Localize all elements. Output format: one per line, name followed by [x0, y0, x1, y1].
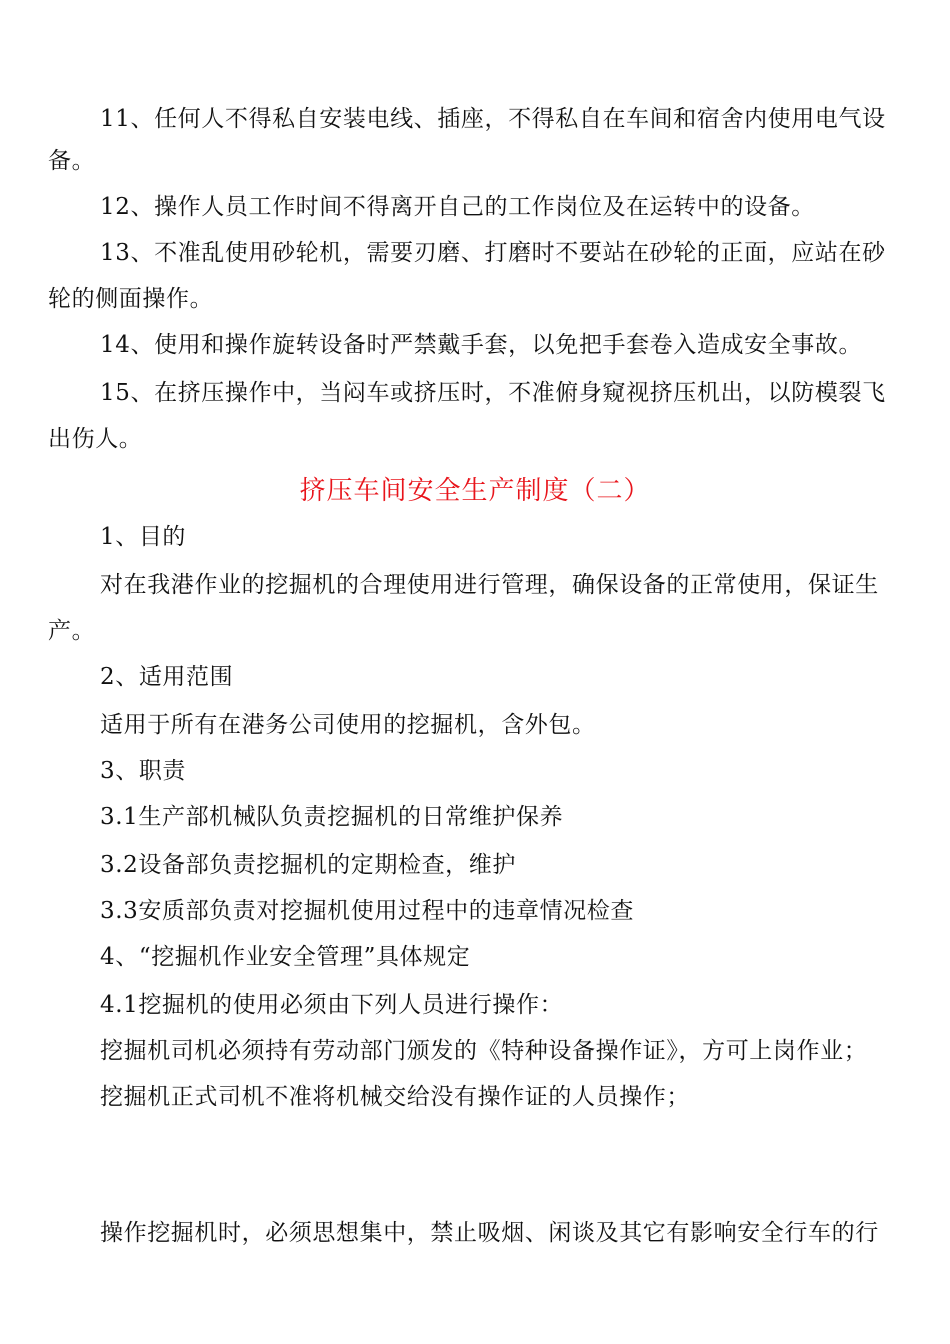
scope-text: 适用于所有在港务公司使用的挖掘机，含外包。 — [100, 712, 596, 738]
rule-15-line-1: 15、在挤压操作中，当闷车或挤压时，不准俯身窥视挤压机出，以防模裂飞 — [100, 380, 886, 406]
purpose-heading: 1、目的 — [100, 524, 187, 550]
rule-operator-certificate: 挖掘机司机必须持有劳动部门颁发的《特种设备操作证》，方可上岗作业； — [100, 1038, 868, 1064]
rule-4-1: 4.1挖掘机的使用必须由下列人员进行操作： — [100, 992, 564, 1018]
rule-12-line-1: 12、操作人员工作时间不得离开自己的工作岗位及在运转中的设备。 — [100, 194, 815, 220]
rules-heading: 4、“挖掘机作业安全管理”具体规定 — [100, 944, 471, 970]
duty-heading: 3、职责 — [100, 758, 187, 784]
duty-item-1: 3.1生产部机械队负责挖掘机的日常维护保养 — [100, 804, 564, 830]
rule-11-line-1: 11、任何人不得私自安装电线、插座，不得私自在车间和宿舍内使用电气设 — [100, 106, 886, 132]
rule-14-line-1: 14、使用和操作旋转设备时严禁戴手套，以免把手套卷入造成安全事故。 — [100, 332, 863, 358]
scope-heading: 2、适用范围 — [100, 664, 234, 690]
rule-no-handover: 挖掘机正式司机不准将机械交给没有操作证的人员操作； — [100, 1084, 690, 1110]
rule-concentration: 操作挖掘机时，必须思想集中，禁止吸烟、闲谈及其它有影响安全行车的行 — [100, 1220, 879, 1246]
rule-13-line-2: 轮的侧面操作。 — [48, 286, 214, 312]
duty-item-2: 3.2设备部负责挖掘机的定期检查，维护 — [100, 852, 516, 878]
section-title: 挤压车间安全生产制度（二） — [299, 476, 651, 506]
duty-item-3: 3.3安质部负责对挖掘机使用过程中的违章情况检查 — [100, 898, 634, 924]
rule-13-line-1: 13、不准乱使用砂轮机，需要刃磨、打磨时不要站在砂轮的正面，应站在砂 — [100, 240, 886, 266]
purpose-text-line-2: 产。 — [48, 618, 96, 644]
rule-15-line-2: 出伤人。 — [48, 426, 143, 452]
purpose-text-line-1: 对在我港作业的挖掘机的合理使用进行管理，确保设备的正常使用，保证生 — [100, 572, 879, 598]
rule-11-line-2: 备。 — [48, 148, 96, 174]
